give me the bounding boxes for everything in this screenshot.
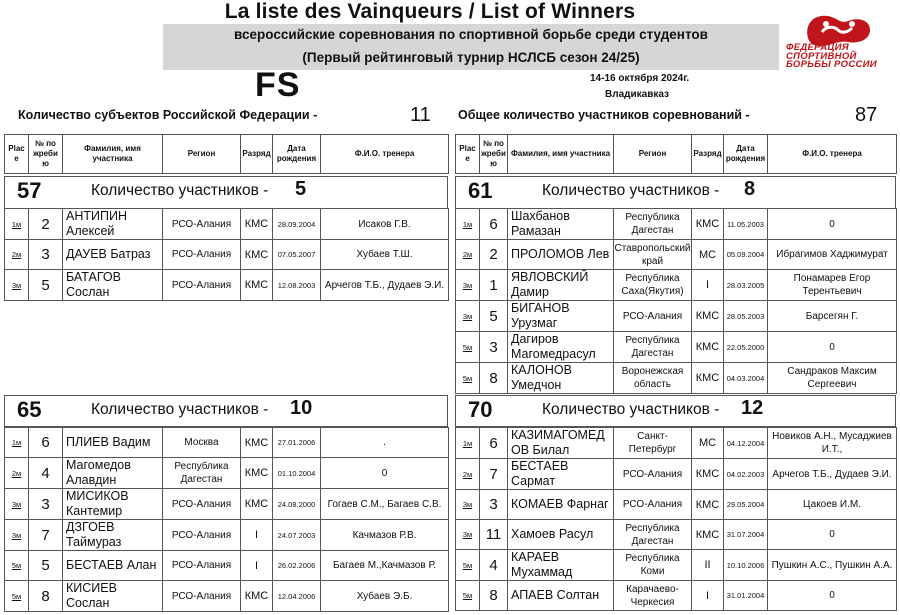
federation-logo-text — [786, 44, 900, 70]
table-row — [5, 270, 449, 301]
draw-number: 2 — [29, 209, 63, 240]
place: 3м — [456, 490, 480, 520]
place: 5м — [456, 550, 480, 581]
winners-70 — [455, 427, 897, 611]
draw-number: 8 — [29, 581, 63, 612]
participants-label: Количество участников - — [91, 401, 269, 418]
rank: КМС — [241, 489, 273, 520]
draw-number: 3 — [29, 489, 63, 520]
rank: КМС — [692, 459, 724, 490]
coach: . — [321, 428, 449, 458]
athlete-name: КОМАЕВ Фарнаг — [508, 490, 614, 520]
place: 3м — [456, 301, 480, 332]
athlete-name: АНТИПИН Алексей — [63, 209, 163, 240]
table-row — [5, 209, 449, 240]
participants-count-label: Общее количество участников соревнований - — [458, 108, 750, 122]
coach: Понамарев Егор Терентьевич — [768, 270, 897, 301]
rank: КМС — [692, 490, 724, 520]
place: 2м — [456, 459, 480, 490]
col-name: Фамилия, имя участника — [63, 135, 163, 174]
table-row — [456, 270, 897, 301]
regions-count-label: Количество субъектов Российской Федерации - — [18, 108, 318, 122]
place: 1м — [5, 209, 29, 240]
region: РСО-Алания — [163, 270, 241, 301]
participants-count: 5 — [295, 178, 307, 200]
weight-value: 61 — [468, 178, 493, 203]
weight-category-70 — [455, 395, 896, 427]
table-row — [456, 581, 897, 611]
coach: Сандраков Максим Сергеевич — [768, 363, 897, 394]
rank: КМС — [692, 363, 724, 394]
draw-number: 7 — [29, 520, 63, 551]
place: 3м — [5, 520, 29, 551]
weight-value: 70 — [468, 397, 493, 422]
region: Воронежская область — [614, 363, 692, 394]
region: Республика Дагестан — [614, 520, 692, 550]
athlete-name: КАРАЕВ Мухаммад — [508, 550, 614, 581]
table-row — [456, 428, 897, 459]
draw-number: 5 — [29, 270, 63, 301]
region: РСО-Алания — [163, 520, 241, 551]
table-row — [5, 551, 449, 581]
place: 1м — [5, 428, 29, 458]
region: Республика Дагестан — [163, 458, 241, 489]
birth-date: 31.01.2004 — [724, 581, 768, 611]
birth-date: 07.05.2007 — [273, 240, 321, 270]
draw-number: 4 — [29, 458, 63, 489]
coach: Арчегов Т.Б., Дудаев Э.И. — [768, 459, 897, 490]
place: 1м — [456, 209, 480, 240]
rank: КМС — [241, 428, 273, 458]
draw-number: 5 — [29, 551, 63, 581]
draw-number: 2 — [480, 240, 508, 270]
table-row — [5, 458, 449, 489]
table-row — [5, 240, 449, 270]
place: 2м — [456, 240, 480, 270]
birth-date: 24.07.2003 — [273, 520, 321, 551]
region: Санкт-Петербург — [614, 428, 692, 459]
athlete-name: КИСИЕВ Сослан — [63, 581, 163, 612]
region: Республика Саха(Якутия) — [614, 270, 692, 301]
draw-number: 3 — [480, 332, 508, 363]
athlete-name: Магомедов Алавдин — [63, 458, 163, 489]
draw-number: 11 — [480, 520, 508, 550]
table-row — [456, 301, 897, 332]
col-draw: № по жреби ю — [480, 135, 508, 174]
birth-date: 31.07.2004 — [724, 520, 768, 550]
rank: МС — [692, 240, 724, 270]
birth-date: 22.05.2000 — [724, 332, 768, 363]
coach: Цакоев И.М. — [768, 490, 897, 520]
rank: КМС — [241, 458, 273, 489]
birth-date: 11.05.2003 — [724, 209, 768, 240]
draw-number: 8 — [480, 581, 508, 611]
athlete-name: БАТАГОВ Сослан — [63, 270, 163, 301]
coach: Барсегян Г. — [768, 301, 897, 332]
athlete-name: ДЗГОЕВ Таймураз — [63, 520, 163, 551]
rank: КМС — [241, 240, 273, 270]
col-draw: № по жреби ю — [29, 135, 63, 174]
draw-number: 6 — [480, 428, 508, 459]
athlete-name: БЕСТАЕВ Сармат — [508, 459, 614, 490]
coach: 0 — [321, 458, 449, 489]
birth-date: 12.04.2006 — [273, 581, 321, 612]
region: РСО-Алания — [163, 240, 241, 270]
rank: МС — [692, 428, 724, 459]
table-row — [5, 489, 449, 520]
table-row — [456, 520, 897, 550]
region: Ставропольский край — [614, 240, 692, 270]
draw-number: 6 — [29, 428, 63, 458]
coach: 0 — [768, 581, 897, 611]
winners-57 — [4, 208, 449, 301]
rank: КМС — [241, 581, 273, 612]
draw-number: 1 — [480, 270, 508, 301]
region: РСО-Алания — [163, 581, 241, 612]
place: 3м — [5, 270, 29, 301]
birth-date: 01.10.2004 — [273, 458, 321, 489]
place: 3м — [456, 520, 480, 550]
athlete-name: ПЛИЕВ Вадим — [63, 428, 163, 458]
weight-category-61 — [455, 176, 896, 209]
birth-date: 28.05.2003 — [724, 301, 768, 332]
col-rank: Разряд — [241, 135, 273, 174]
draw-number: 8 — [480, 363, 508, 394]
rank: КМС — [692, 332, 724, 363]
region: РСО-Алания — [614, 459, 692, 490]
place: 5м — [456, 581, 480, 611]
athlete-name: Хамоев Расул — [508, 520, 614, 550]
place: 1м — [456, 428, 480, 459]
participants-count: 12 — [741, 397, 764, 419]
birth-date: 28.09.2004 — [273, 209, 321, 240]
participants-label: Количество участников - — [91, 182, 269, 199]
rank: II — [692, 550, 724, 581]
event-city: Владикавказ — [605, 89, 670, 100]
athlete-name: АПАЕВ Солтан — [508, 581, 614, 611]
table-row — [456, 363, 897, 394]
rank: I — [692, 581, 724, 611]
tournament-name: (Первый рейтинговый турнир НСЛСБ сезон 24/25) — [302, 50, 640, 65]
birth-date: 04.12.2004 — [724, 428, 768, 459]
coach: 0 — [768, 520, 897, 550]
coach: Ибрагимов Хаджимурат — [768, 240, 897, 270]
col-region: Регион — [614, 135, 692, 174]
draw-number: 3 — [480, 490, 508, 520]
birth-date: 27.01.2006 — [273, 428, 321, 458]
wrestling-style: FS — [255, 66, 301, 104]
competition-name: всероссийские соревнования по спортивной борьбе среди студентов — [234, 27, 708, 42]
birth-date: 04.03.2004 — [724, 363, 768, 394]
weight-category-65 — [4, 395, 448, 427]
coach: Исаков Г.В. — [321, 209, 449, 240]
rank: КМС — [241, 209, 273, 240]
winners-61 — [455, 208, 897, 394]
table-row — [456, 490, 897, 520]
table-row — [5, 581, 449, 612]
coach: Багаев М.,Качмазов Р. — [321, 551, 449, 581]
rank: I — [241, 551, 273, 581]
participants-label: Количество участников - — [542, 182, 720, 199]
place: 5м — [456, 332, 480, 363]
birth-date: 26.02.2006 — [273, 551, 321, 581]
coach: Пушкин А.С., Пушкин А.А. — [768, 550, 897, 581]
results-table-61 — [455, 134, 897, 174]
regions-count-value: 11 — [410, 104, 431, 126]
region: Республика Дагестан — [614, 209, 692, 240]
region: Карачаево-Черкесия — [614, 581, 692, 611]
coach: Хубаев Э.Б. — [321, 581, 449, 612]
birth-date: 04.02.2003 — [724, 459, 768, 490]
region: РСО-Алания — [614, 490, 692, 520]
col-place: Plac e — [5, 135, 29, 174]
region: Республика Дагестан — [614, 332, 692, 363]
col-rank: Разряд — [692, 135, 724, 174]
birth-date: 05.09.2004 — [724, 240, 768, 270]
region: РСО-Алания — [163, 551, 241, 581]
col-coach: Ф.И.О. тренера — [321, 135, 449, 174]
winners-65 — [4, 427, 449, 612]
rank: КМС — [692, 301, 724, 332]
place: 3м — [456, 270, 480, 301]
athlete-name: ДАУЕВ Батраз — [63, 240, 163, 270]
region: Республика Коми — [614, 550, 692, 581]
place: 5м — [456, 363, 480, 394]
rank: I — [692, 270, 724, 301]
col-coach: Ф.И.О. тренера — [768, 135, 897, 174]
participants-label: Количество участников - — [542, 401, 720, 418]
rank: КМС — [241, 270, 273, 301]
birth-date: 24.08.2000 — [273, 489, 321, 520]
birth-date: 10.10.2006 — [724, 550, 768, 581]
draw-number: 3 — [29, 240, 63, 270]
participants-count: 10 — [290, 397, 313, 419]
logo-line: БОРЬБЫ РОССИИ — [786, 59, 877, 70]
table-row — [5, 428, 449, 458]
coach: Хубаев Т.Ш. — [321, 240, 449, 270]
coach: 0 — [768, 332, 897, 363]
draw-number: 6 — [480, 209, 508, 240]
table-row — [5, 520, 449, 551]
place: 3м — [5, 489, 29, 520]
athlete-name: КАЗИМАГОМЕД ОВ Билал — [508, 428, 614, 459]
logo-line: СПОРТИВНОЙ — [786, 50, 857, 62]
page-title: La liste des Vainqueurs / List of Winners — [224, 0, 636, 23]
region: РСО-Алания — [163, 489, 241, 520]
athlete-name: ПРОЛОМОВ Лев — [508, 240, 614, 270]
place: 2м — [5, 240, 29, 270]
place: 5м — [5, 551, 29, 581]
col-dob: Дата рождения — [273, 135, 321, 174]
table-row — [456, 240, 897, 270]
table-row — [456, 459, 897, 490]
coach: Качмазов Р.В. — [321, 520, 449, 551]
athlete-name: Дагиров Магомедрасул — [508, 332, 614, 363]
rank: КМС — [692, 209, 724, 240]
event-dates: 14-16 октября 2024г. — [590, 73, 690, 84]
coach: 0 — [768, 209, 897, 240]
coach: Арчегов Т.Б., Дудаев Э.И. — [321, 270, 449, 301]
table-row — [456, 550, 897, 581]
weight-category-57 — [4, 176, 448, 209]
birth-date: 29.05.2004 — [724, 490, 768, 520]
draw-number: 4 — [480, 550, 508, 581]
place: 5м — [5, 581, 29, 612]
draw-number: 5 — [480, 301, 508, 332]
coach: Новиков А.Н., Мусаджиев И.Т., — [768, 428, 897, 459]
birth-date: 28.03.2005 — [724, 270, 768, 301]
draw-number: 7 — [480, 459, 508, 490]
region: РСО-Алания — [614, 301, 692, 332]
weight-value: 57 — [17, 178, 42, 203]
athlete-name: БИГАНОВ Урузмаг — [508, 301, 614, 332]
col-dob: Дата рождения — [724, 135, 768, 174]
rank: КМС — [692, 520, 724, 550]
logo-line: ФЕДЕРАЦИЯ — [786, 42, 849, 53]
athlete-name: МИСИКОВ Кантемир — [63, 489, 163, 520]
table-row — [456, 332, 897, 363]
col-name: Фамилия, имя участника — [508, 135, 614, 174]
athlete-name: КАЛОНОВ Умедчон — [508, 363, 614, 394]
rank: I — [241, 520, 273, 551]
col-region: Регион — [163, 135, 241, 174]
results-table-57 — [4, 134, 449, 174]
participants-count-value: 87 — [855, 104, 878, 126]
coach: Гогаев С.М., Багаев С.В. — [321, 489, 449, 520]
athlete-name: Шахбанов Рамазан — [508, 209, 614, 240]
col-place: Plac e — [456, 135, 480, 174]
region: РСО-Алания — [163, 209, 241, 240]
table-row — [456, 209, 897, 240]
athlete-name: ЯВЛОВСКИЙ Дамир — [508, 270, 614, 301]
weight-value: 65 — [17, 397, 42, 422]
athlete-name: БЕСТАЕВ Алан — [63, 551, 163, 581]
participants-count: 8 — [744, 178, 756, 200]
place: 2м — [5, 458, 29, 489]
birth-date: 12.08.2003 — [273, 270, 321, 301]
region: Москва — [163, 428, 241, 458]
